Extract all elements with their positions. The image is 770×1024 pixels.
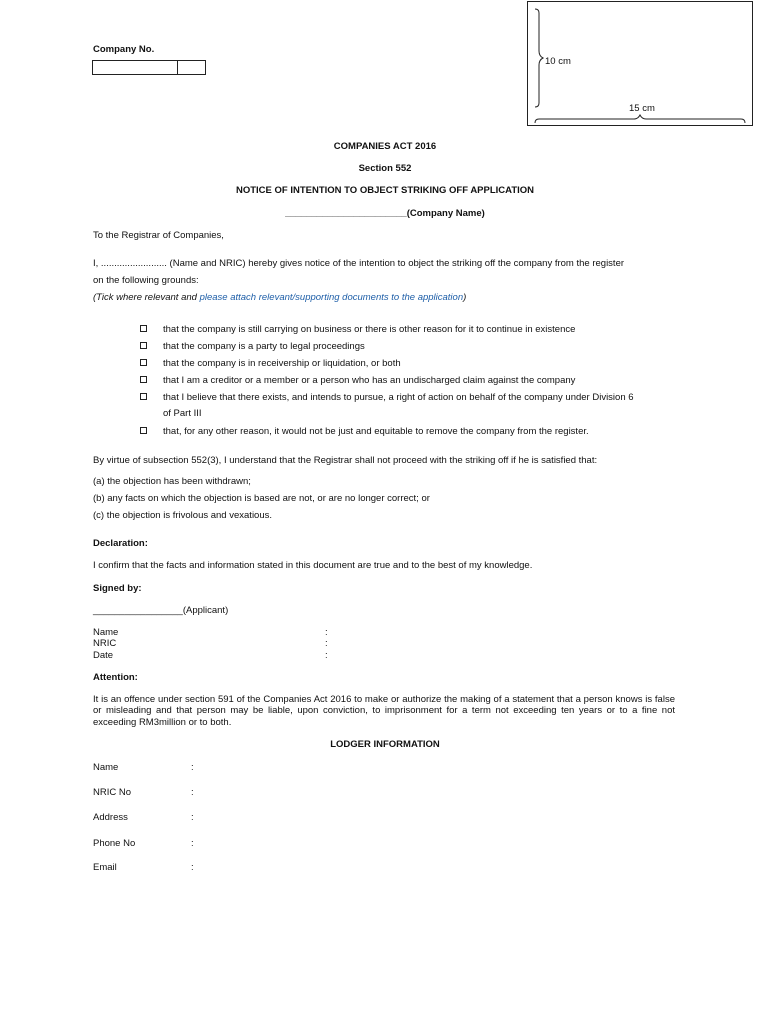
- ground-checkbox-4[interactable]: [140, 376, 147, 383]
- subsection-b: (b) any facts on which the objection is based are not, or are no longer correct; or: [93, 493, 430, 504]
- signer-nric-label: NRIC: [93, 638, 117, 649]
- ground-checkbox-6[interactable]: [140, 427, 147, 434]
- lodger-address-label: Address: [93, 812, 128, 823]
- tick-instruction-suffix: ): [463, 292, 467, 303]
- signer-name-label: Name: [93, 627, 119, 638]
- signer-date-label: Date: [93, 650, 114, 661]
- subsection-c: (c) the objection is frivolous and vexatious.: [93, 510, 273, 521]
- lodger-name-label: Name: [93, 762, 119, 773]
- attention-text: It is an offence under section 591 of the Companies Act 2016 to make or authorize the making of a statement that a person knows is false or misleading and that person may be liable, upon conviction, to imprisonment for a term not exceeding ten years or to a fine not exceeding RM3million or to both.: [93, 694, 675, 728]
- stamp-width-label: 15 cm: [629, 103, 655, 114]
- ground-text-1: that the company is still carrying on business or there is other reason for it to continue in existence: [163, 324, 576, 335]
- lodger-phone-label: Phone No: [93, 838, 136, 849]
- notice-title: NOTICE OF INTENTION TO OBJECT STRIKING OFF APPLICATION: [235, 185, 535, 196]
- tick-instruction: [93, 292, 466, 303]
- company-no-field-divider: [177, 61, 178, 74]
- section-title: Section 552: [358, 163, 412, 174]
- company-no-label: Company No.: [93, 44, 155, 55]
- signer-name-colon: :: [325, 627, 328, 638]
- ground-text-5: that I believe that there exists, and intends to pursue, a right of action on behalf of the company under Division 6: [163, 392, 634, 403]
- act-title: COMPANIES ACT 2016: [333, 141, 437, 152]
- lodger-nric-label: NRIC No: [93, 787, 132, 798]
- lodger-name-colon: :: [191, 762, 194, 773]
- tick-instruction-prefix: (Tick where relevant and: [93, 292, 200, 303]
- subsection-a: (a) the objection has been withdrawn;: [93, 476, 251, 487]
- ground-checkbox-5[interactable]: [140, 393, 147, 400]
- applicant-signature-line[interactable]: _________________(Applicant): [93, 605, 229, 616]
- statement-line-1: I, ......................... (Name and NRIC) hereby gives notice of the intention to object the striking off the company from the register: [93, 258, 625, 269]
- lodger-phone-colon: :: [191, 838, 194, 849]
- signer-nric-colon: :: [325, 638, 328, 649]
- ground-checkbox-1[interactable]: [140, 325, 147, 332]
- ground-checkbox-3[interactable]: [140, 359, 147, 366]
- addressee: To the Registrar of Companies,: [93, 230, 224, 241]
- ground-text-2: that the company is a party to legal proceedings: [163, 341, 365, 352]
- lodger-address-colon: :: [191, 812, 194, 823]
- ground-text-5-continued: of Part III: [163, 408, 202, 419]
- declaration-text: I confirm that the facts and information stated in this document are true and to the best of my knowledge.: [93, 560, 533, 571]
- ground-text-3: that the company is in receivership or liquidation, or both: [163, 358, 401, 369]
- statement-line-2: on the following grounds:: [93, 275, 199, 286]
- supporting-documents-link[interactable]: please attach relevant/supporting documents to the application: [199, 292, 464, 303]
- ground-text-6: that, for any other reason, it would not be just and equitable to remove the company from the register.: [163, 426, 589, 437]
- signer-date-colon: :: [325, 650, 328, 661]
- ground-checkbox-2[interactable]: [140, 342, 147, 349]
- lodger-heading: LODGER INFORMATION: [330, 739, 440, 750]
- company-no-field[interactable]: [92, 60, 206, 75]
- signed-by-heading: Signed by:: [93, 583, 142, 594]
- lodger-email-colon: :: [191, 862, 194, 873]
- ground-text-4: that I am a creditor or a member or a person who has an undischarged claim against the company: [163, 375, 576, 386]
- attention-heading: Attention:: [93, 672, 138, 683]
- stamp-height-label: 10 cm: [545, 56, 571, 67]
- lodger-email-label: Email: [93, 862, 117, 873]
- subsection-intro: By virtue of subsection 552(3), I understand that the Registrar shall not proceed with the striking off if he is satisfied that:: [93, 455, 598, 466]
- company-name-line[interactable]: _______________________(Company Name): [285, 208, 485, 219]
- declaration-heading: Declaration:: [93, 538, 148, 549]
- lodger-nric-colon: :: [191, 787, 194, 798]
